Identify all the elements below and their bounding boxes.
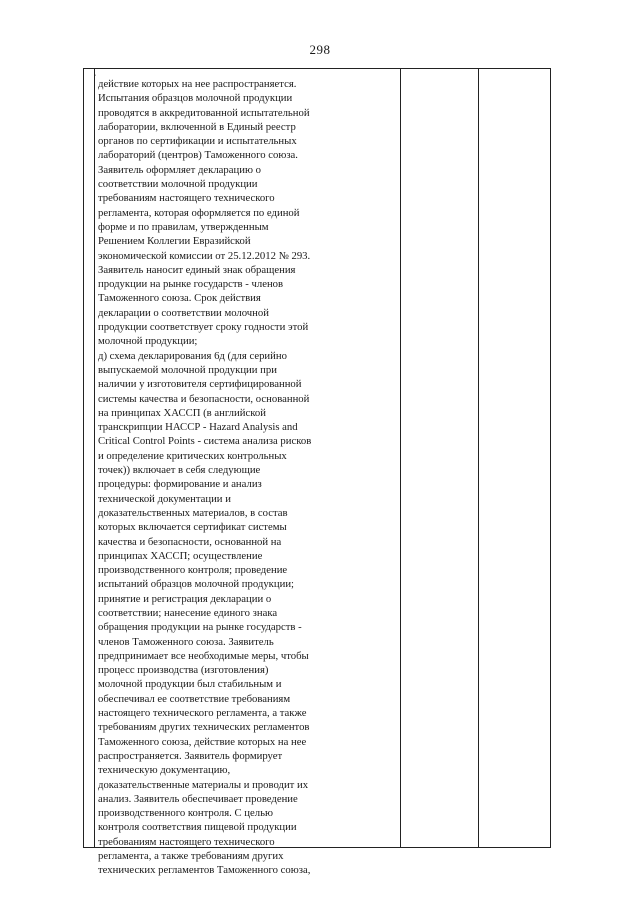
text-line: требованиям других технических регламентов [98, 721, 310, 734]
text-line: на принципах ХАССП (в английской [98, 406, 266, 419]
scan-artifact-mark: ˈ [94, 73, 97, 83]
text-line: Таможенного союза, действие которых на нее [98, 735, 307, 748]
text-line: обеспечивал ее соответствие требованиям [98, 692, 291, 705]
text-line: наличии у изготовителя сертифицированной [98, 378, 302, 391]
text-line: декларации о соответствии молочной [98, 306, 269, 319]
text-line: Решением Коллегии Евразийской [98, 235, 251, 248]
text-line: доказательственные материалы и проводит их [98, 778, 309, 791]
text-line: технических регламентов Таможенного союза, [98, 864, 311, 877]
text-line: лабораторий (центров) Таможенного союза. [98, 149, 298, 162]
text-line: распространяется. Заявитель формирует [98, 749, 283, 762]
text-line: проводятся в аккредитованной испытательной [98, 106, 310, 119]
text-line: молочной продукции; [98, 335, 198, 348]
text-line: выпускаемой молочной продукции при [98, 363, 277, 376]
text-line: членов Таможенного союза. Заявитель [98, 635, 274, 648]
text-line: и определение критических контрольных [98, 449, 287, 462]
text-line: которых включается сертификат системы [98, 521, 287, 534]
text-line: Испытания образцов молочной продукции [98, 92, 293, 105]
text-line: регламента, которая оформляется по единой [98, 206, 300, 219]
text-line: Таможенного союза. Срок действия [98, 292, 261, 305]
text-line: действие которых на нее распространяется. [98, 78, 297, 90]
text-line: технической документации и [98, 492, 231, 505]
text-line: д) схема декларирования 6д (для серийно [98, 349, 287, 362]
text-line: производственного контроля; проведение [98, 564, 288, 577]
table-column-divider [478, 69, 479, 847]
text-line: настоящего технического регламента, а также [98, 707, 307, 720]
text-line: доказательственных материалов, в состав [98, 506, 288, 519]
document-table [83, 68, 551, 877]
page-number: 298 [309, 42, 331, 57]
text-line: техническую документацию, [98, 764, 231, 777]
text-line: продукции соответствует сроку годности этой [98, 321, 309, 334]
text-line: лаборатории, включенной в Единый реестр [98, 120, 296, 133]
text-line: системы качества и безопасности, основанной [98, 392, 310, 405]
text-line: молочной продукции был стабильным и [98, 678, 282, 691]
text-line: принципах ХАССП; осуществление [98, 549, 263, 562]
text-line: анализ. Заявитель обеспечивает проведение [98, 792, 298, 805]
text-line: экономической комиссии от 25.12.2012 № 293. [98, 249, 311, 262]
table-cell-text [98, 77, 398, 878]
text-line: соответствии; нанесение единого знака [98, 606, 278, 619]
text-line: производственного контроля. С целью [98, 807, 273, 820]
text-line: предпринимает все необходимые меры, чтобы [98, 649, 309, 662]
text-line: принятие и регистрация декларации о [98, 592, 272, 605]
text-line: соответствии молочной продукции [98, 178, 258, 191]
text-line: Critical Control Points - система анализа рисков [98, 435, 312, 448]
text-line: обращения продукции на рынке государств - [98, 621, 302, 634]
text-line: процедуры: формирование и анализ [98, 478, 262, 491]
text-line: регламента, а также требованиям других [98, 850, 284, 863]
text-line: требованиям настоящего технического [98, 192, 275, 205]
text-line: Заявитель оформляет декларацию о [98, 163, 261, 176]
text-line: точек)) включает в себя следующие [98, 464, 261, 477]
text-line: требованиям настоящего технического [98, 835, 275, 848]
text-line: транскрипции НАССР - Hazard Analysis and [98, 421, 298, 434]
text-line: процесс производства (изготовления) [98, 664, 269, 677]
text-line: качества и безопасности, основанной на [98, 535, 282, 548]
text-line: испытаний образцов молочной продукции; [98, 578, 295, 591]
text-line: Заявитель наносит единый знак обращения [98, 263, 296, 276]
text-line: органов по сертификации и испытательных [98, 135, 297, 148]
text-line: контроля соответствия пищевой продукции [98, 821, 297, 834]
text-line: продукции на рынке государств - членов [98, 278, 284, 291]
table-column-divider [94, 69, 95, 847]
text-line: форме и по правилам, утвержденным [98, 220, 269, 233]
table-column-divider [400, 69, 401, 847]
